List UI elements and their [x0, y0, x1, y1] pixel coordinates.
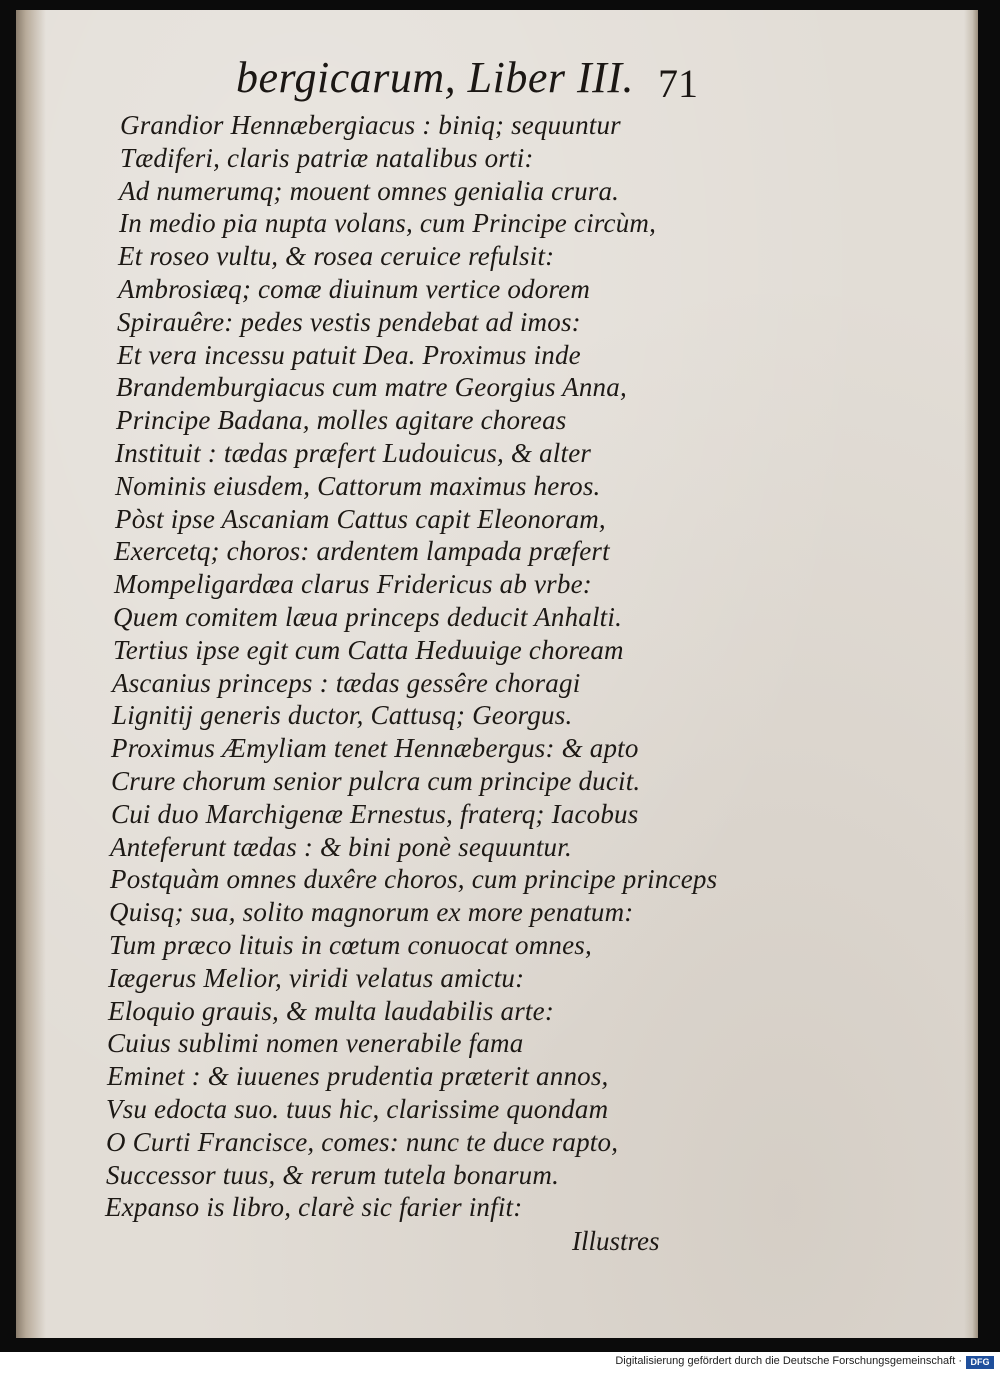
verse-line: Ad numerumq; mouent omnes genialia crura. — [119, 176, 620, 206]
verse-line: Quisq; sua, solito magnorum ex more penatum: — [109, 897, 634, 927]
verse-line: Exercetq; choros: ardentem lampada præfert — [114, 536, 610, 566]
verse-line: Tum præco lituis in cœtum conuocat omnes, — [109, 930, 592, 960]
verse-line: Principe Badana, molles agitare choreas — [116, 405, 567, 435]
verse-line: Vsu edocta suo. tuus hic, clarissime quondam — [106, 1094, 609, 1124]
verse-line: Eloquio grauis, & multa laudabilis arte: — [108, 996, 555, 1026]
page-gutter — [16, 10, 46, 1338]
page-edge — [964, 10, 978, 1338]
verse-line: Eminet : & iuuenes prudentia præterit annos, — [107, 1061, 609, 1091]
verse-line: In medio pia nupta volans, cum Principe circùm, — [119, 208, 657, 238]
verse-line: Tædiferi, claris patriæ natalibus orti: — [120, 143, 534, 173]
verse-line: Crure chorum senior pulcra cum principe ducit. — [111, 766, 641, 796]
verse-line: Grandior Hennæbergiacus : biniq; sequuntur — [120, 110, 621, 140]
verse-line: Cui duo Marchigenæ Ernestus, fraterq; Iacobus — [111, 799, 639, 829]
verse-line: Spirauêre: pedes vestis pendebat ad imos: — [117, 307, 581, 337]
verse-line: Quem comitem læua princeps deducit Anhalti. — [113, 602, 623, 632]
verse-line: Mompeligardæa clarus Fridericus ab vrbe: — [114, 569, 592, 599]
verse-line: Ambrosiæq; comæ diuinum vertice odorem — [118, 274, 591, 304]
dfg-logo: DFG — [966, 1356, 994, 1369]
running-head: bergicarum, Liber III. — [236, 53, 634, 102]
verse-line: Et roseo vultu, & rosea ceruice refulsit: — [118, 241, 555, 271]
verse-line: Iægerus Melior, viridi velatus amictu: — [108, 963, 525, 993]
credit-bar — [0, 1352, 1000, 1373]
verse-line: Proximus Æmyliam tenet Hennæbergus: & apto — [111, 733, 639, 763]
verse-line: Lignitij generis ductor, Cattusq; Georgus. — [112, 700, 573, 730]
verse-line: Nominis eiusdem, Cattorum maximus heros. — [115, 471, 601, 501]
verse-line: Successor tuus, & rerum tutela bonarum. — [106, 1160, 560, 1190]
verse-line: Tertius ipse egit cum Catta Heduuige choream — [113, 635, 624, 665]
credit-text: Digitalisierung gefördert durch die Deutsche Forschungsgemeinschaft · — [615, 1355, 962, 1367]
verse-line: Cuius sublimi nomen venerabile fama — [107, 1028, 524, 1058]
verse-line: Anteferunt tædas : & bini ponè sequuntur. — [110, 832, 572, 862]
verse-line: Brandemburgiacus cum matre Georgius Anna, — [116, 372, 627, 402]
verse-line: Expanso is libro, clarè sic farier infit: — [105, 1192, 523, 1222]
page-number: 71 — [658, 61, 698, 106]
verse-line: Ascanius princeps : tædas gessêre choragi — [112, 668, 581, 698]
verse-line: Pòst ipse Ascaniam Cattus capit Eleonoram, — [115, 504, 606, 534]
verse-line: Postquàm omnes duxêre choros, cum principe princeps — [110, 864, 718, 894]
verse-line: O Curti Francisce, comes: nunc te duce rapto, — [106, 1127, 619, 1157]
catchword: Illustres — [572, 1226, 660, 1256]
verse-line: Instituit : tædas præfert Ludouicus, & alter — [115, 438, 592, 468]
verse-line: Et vera incessu patuit Dea. Proximus inde — [117, 340, 581, 370]
